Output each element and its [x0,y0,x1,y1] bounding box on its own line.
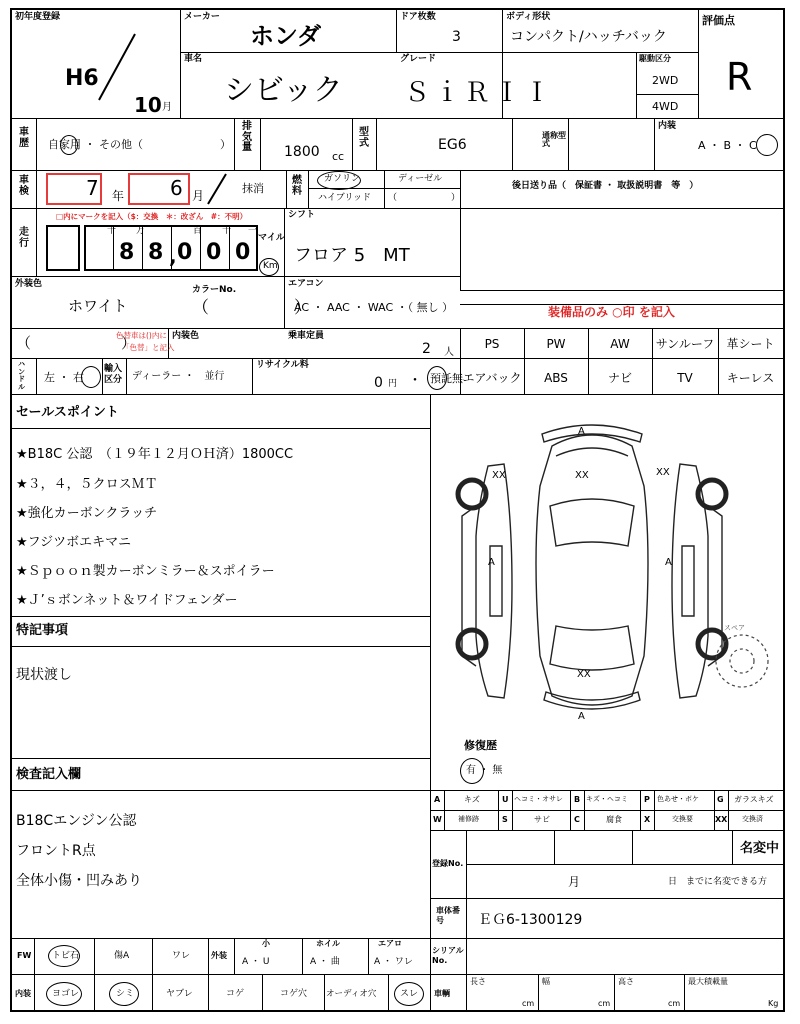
reg-label: 登録No. [432,859,464,868]
int-item-6: オーディオ穴 [326,989,377,999]
car-damage-diagram [432,396,782,736]
digit-label-5: 一 [248,226,258,236]
shift-value: フロア 5 MT [294,245,410,266]
int-circle-2 [109,982,139,1006]
int-label: 内装 [15,989,31,998]
displacement-unit: cc [332,150,345,163]
legend-u-text: ヘコミ・オサレ [514,795,563,803]
special-label: 特記事項 [16,623,69,638]
diagram-mark-5: A [488,557,495,568]
slash-mark [97,32,137,102]
serial-label: シリアルNo. [432,946,464,965]
diagram-mark-8: A [578,711,585,722]
int-item-3: ヤブレ [166,989,193,999]
displacement-value: 1800 [284,144,320,160]
aircon-label: エアコン [288,279,324,289]
handle-circle [81,366,101,388]
equip-pw: PW [546,337,566,351]
int-circle-3 [394,982,424,1006]
fuel-hybrid: ハイブリッド [318,193,372,203]
model-value: EG6 [438,137,467,153]
fw-ext-1: A ・ U [242,957,270,967]
interior-circle [756,134,778,156]
capacity-unit: 人 [444,347,454,358]
legend-p-text: 色あせ・ボケ [657,795,699,803]
sales-point-2: ★３，４，５クロスＭＴ [16,477,158,492]
digit-label-2: 万 [136,226,146,236]
repair-options: 有 ・ 無 [466,765,503,776]
first-reg-month-unit: 月 [162,102,172,113]
frame-length-label: 長さ [470,977,486,986]
insp-month-unit: 月 [192,189,205,203]
fw-wheel-label: ホイル [316,939,340,948]
history-value: 自家用 ・ その他（ ） [48,138,231,151]
import-label: 輸入区分 [104,364,123,385]
int-item-1: ヨゴレ [52,989,80,999]
recycle-dot: ・ [408,373,422,389]
capacity-label: 乗車定員 [288,331,325,341]
fw-ext-3: A ・ ワレ [374,957,413,967]
repair-label: 修復歴 [464,739,497,752]
fw-circle [48,945,80,967]
legend-b-text: キズ・ヘコミ [586,795,628,803]
frame-width-unit: cm [598,999,611,1008]
frame-label: 車輌 [434,989,450,998]
int-circle-1 [46,982,82,1006]
handle-value: 左 ・ 右 [44,371,84,384]
frame-maxload-label: 最大積載量 [688,977,728,986]
import-value: ディーラー ・ 並行 [132,371,225,382]
digit-label-1: 十 [107,226,117,236]
car-name-value: シビック [224,73,343,108]
inspection-note-1: B18Cエンジン公認 [16,813,137,829]
equip-sunroof: サンルーフ [655,337,715,351]
car-name-label: 車名 [184,54,203,64]
chassis-value: ＥＧ6-1300129 [478,912,583,928]
insp-year-unit: 年 [112,189,125,203]
spare-label: スペア [724,624,745,632]
capacity-value: 2 [422,341,431,357]
recycle-label: リサイクル料 [256,360,309,370]
mileage-digit-2: 8 [148,240,164,265]
legend-xx: XX [715,815,728,824]
equip-leather: 革シート [726,337,775,351]
maker-label: メーカー [184,12,220,22]
diagram-mark-2: XX [492,470,506,481]
sales-label: セールスポイント [16,405,119,420]
legend-b: B [574,795,581,804]
body-label: ボディ形状 [506,12,551,22]
diagram-mark-4: XX [656,467,670,478]
int-item-2: シミ [116,989,135,999]
handle-label: ハンドル [18,360,25,392]
drive-label: 駆動区分 [639,54,671,63]
mileage-digit-3: 0 [177,240,193,265]
fuel-diesel: ディーゼル [398,174,443,184]
frame-length-unit: cm [522,999,535,1008]
equip-ps: PS [484,337,500,351]
sales-point-5: ★Ｓｐｏｏｎ製カーボンミラー＆スポイラー [16,564,275,579]
diagram-mark-7: XX [577,669,591,680]
common-model-label: 通称型式 [542,131,566,148]
mileage-unit-bottom: Km [263,261,278,271]
equip-airbag: エアバック [462,371,522,385]
legend-w: W [433,815,442,824]
repair-circle [460,758,484,784]
int-item-4: コゲ [226,989,245,999]
sales-point-6: ★Ｊ’ｓボンネット＆ワイドフェンダー [16,593,238,608]
fw-ext-2: A ・ 曲 [310,957,340,967]
legend-xx-text: 交換済 [742,815,763,823]
mileage-digit-box-0 [46,225,80,271]
legend-x-text: 交換要 [672,815,693,823]
interior-color-label: 内装色 [172,331,200,341]
history-circle [60,135,78,155]
inspection-note-3: 全体小傷・凹みあり [16,873,142,889]
doors-value: 3 [452,29,461,45]
legend-g-text: ガラスキズ [734,795,774,804]
recycle-circle [427,366,447,390]
frame-maxload-unit: Kg [768,999,779,1008]
interior-label: 内装 [658,121,677,131]
insp-slash [204,172,230,206]
sales-point-4: ★フジツボエキマニ [16,535,132,550]
fw-item-3: ワレ [172,951,191,961]
drive-4wd: 4WD [652,100,679,113]
mileage-digit-4: 0 [206,240,222,265]
displacement-label: 排気量 [242,121,252,153]
mileage-digit-5: 0 [235,240,251,265]
reg-day-note: 日 までに名変できる方 [668,877,768,887]
inspection-label: 車検 [19,175,29,197]
legend-c: C [574,815,580,824]
score-value: R [726,55,753,99]
color-no: （ ） [192,298,311,318]
fuel-label: 燃料 [292,175,302,197]
sales-point-3: ★強化カーボンクラッチ [16,506,158,521]
fw-aero-label: エアロ [378,939,402,948]
km-circle [259,258,279,276]
digit-label-4: 十 [222,226,232,236]
fw-item-1: トビ石 [52,951,80,961]
name-change: 名変中 [740,841,780,856]
fuel-circle [317,171,361,190]
color-change-note1: 色替車は()内に [116,331,167,340]
color-no-label: カラーNo. [192,285,237,295]
shift-label: シフト [288,210,316,220]
diagram-mark-1: A [578,426,585,437]
doors-label: ドア枚数 [400,12,436,22]
insp-cancel: 抹消 [242,182,264,195]
mileage-unit-top: マイル [258,233,285,243]
reg-month-unit: 月 [568,875,581,889]
legend-p: P [644,795,650,804]
int-item-5: コゲ穴 [280,989,308,999]
grade-label: グレード [400,54,437,64]
recycle-fee: 0 [374,375,383,391]
equip-tv: TV [677,371,693,385]
insp-year: 7 [86,176,99,200]
legend-s-text: サビ [534,815,550,824]
legend-u: U [502,795,509,804]
int-item-7: スレ [400,989,419,999]
inspection-notes-label: 検査記入欄 [16,767,82,782]
fuel-other: （ ） [388,193,461,203]
mileage-hint: □内にマークを記入（$：交換 ＊：改ざん #：不明） [56,212,248,221]
diagram-mark-3: XX [575,470,589,481]
exterior-color-label: 外装色 [15,279,43,289]
score-label: 評価点 [702,14,735,27]
docs-label: 後日送り品（ 保証書 ・ 取扱説明書 等 ） [512,181,699,191]
fw-small-label: 小 [262,939,270,948]
mileage-digit-1: 8 [119,240,135,265]
paren-blank: （ ） [16,334,137,352]
fw-exterior-label: 外装 [211,951,227,960]
equip-abs: ABS [544,371,568,385]
maker-value: ホンダ [250,22,322,50]
model-label: 型式 [359,127,369,149]
frame-height-label: 高さ [618,977,634,986]
drive-2wd: 2WD [652,74,679,87]
exterior-color: ホワイト [68,297,128,315]
color-change-note2: 「色替」と記入 [122,343,175,352]
recycle-none: 預託無 [430,372,463,385]
chassis-label: 車体番号 [436,906,460,925]
grade-value: ＳｉＲＩＩ [404,78,555,108]
legend-w-text: 補修跡 [458,815,479,823]
aircon-value: AC ・ AAC ・ WAC ・（ 無し ） [294,301,454,314]
legend-g: G [717,795,724,804]
fw-item-2: 傷A [114,951,130,961]
insp-month: 6 [170,176,183,200]
first-reg-era: H6 [65,66,99,91]
first-reg-month: 10 [134,93,162,117]
legend-a-text: キズ [464,795,480,804]
interior-value: A ・ B ・ C [698,139,757,152]
special-text: 現状渡し [16,667,72,683]
inspection-note-2: フロントR点 [16,843,96,859]
mileage-comma: , [169,244,177,268]
equipment-note: 装備品のみ ○印 を記入 [548,305,675,319]
diagram-mark-6: A [665,557,672,568]
equip-keyless: キーレス [726,371,775,385]
recycle-unit: 円 [388,379,398,389]
equip-aw: AW [610,337,630,351]
equip-navi: ナビ [607,371,632,385]
sales-point-1: ★B18C 公認 （１９年１２月ＯＨ済）1800CC [16,447,294,462]
mileage-label: 走行 [19,227,29,249]
legend-x: X [644,815,651,824]
body-value: コンパクト/ハッチバック [510,29,667,45]
history-label: 車歴 [19,127,29,149]
fw-label: FW [17,951,32,960]
auction-sheet [10,8,785,1012]
digit-label-3: 百 [193,226,203,236]
frame-width-label: 幅 [542,977,550,986]
frame-height-unit: cm [668,999,681,1008]
fuel-gas: ガソリン [324,174,361,184]
legend-c-text: 腐食 [606,815,622,824]
legend-s: S [502,815,508,824]
legend-a: A [434,795,441,804]
first-reg-label: 初年度登録 [15,12,61,22]
